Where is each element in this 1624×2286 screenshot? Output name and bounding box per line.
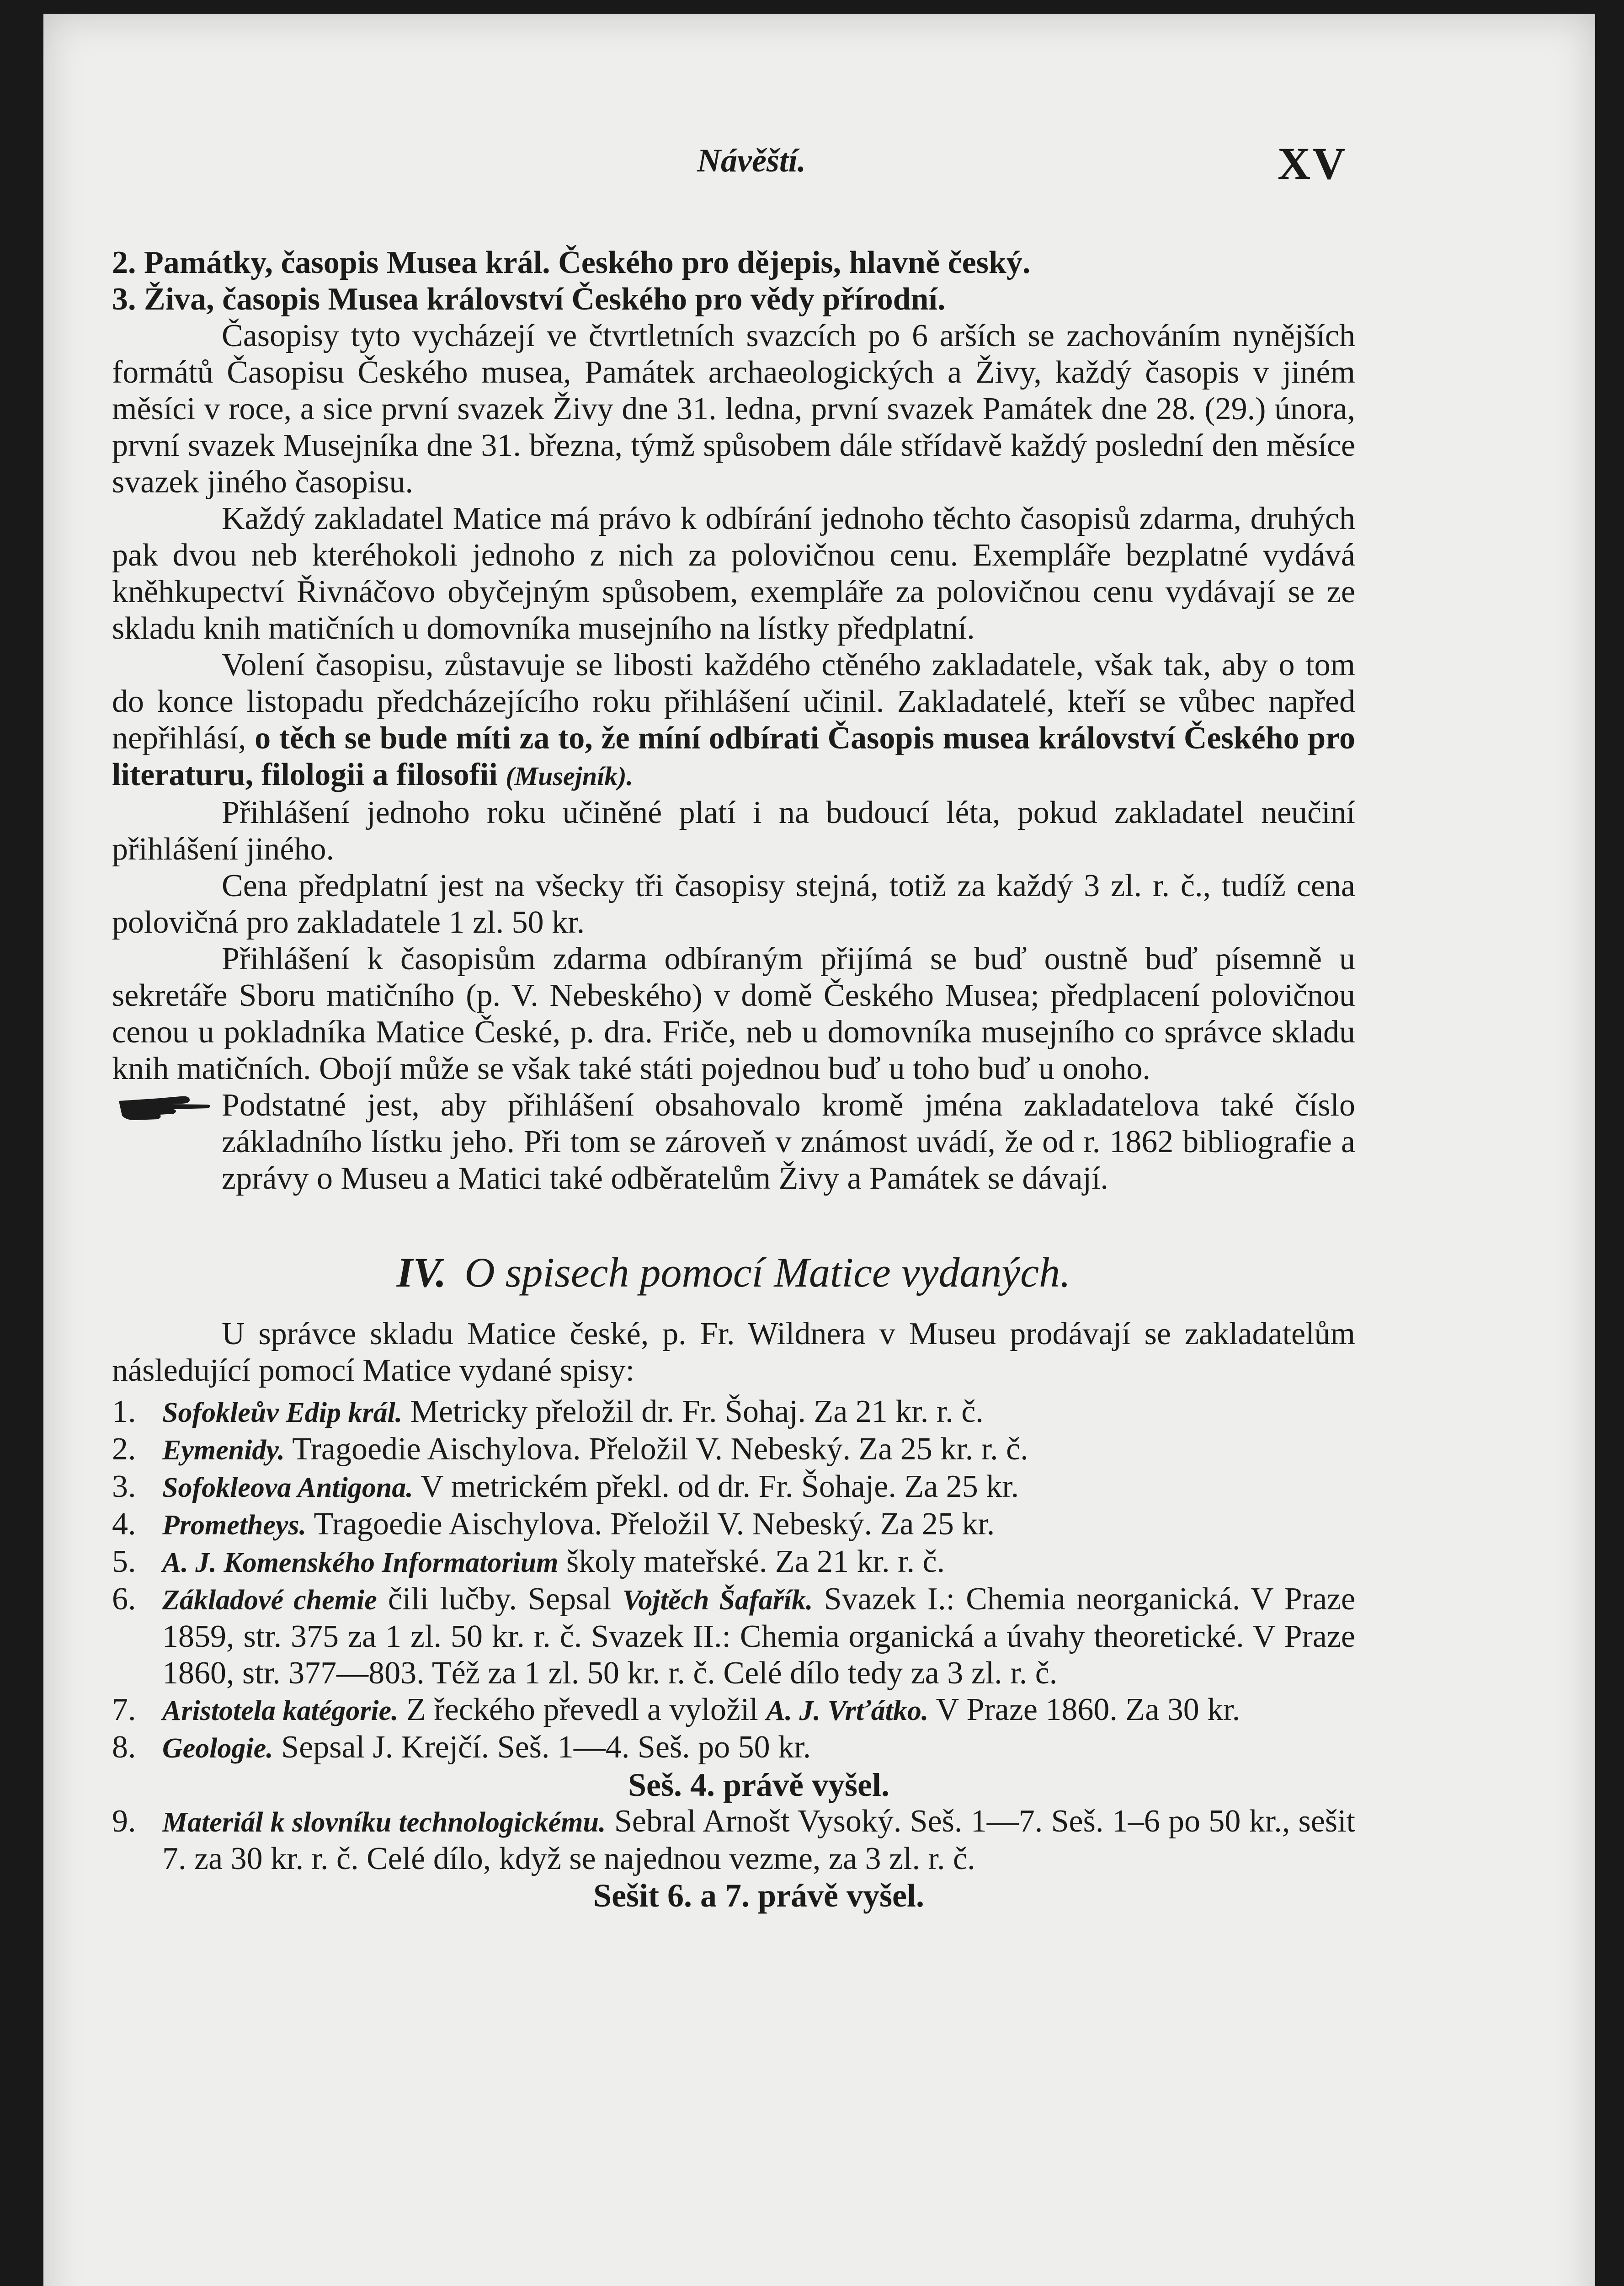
- item-body: [162, 1506, 1355, 1544]
- book-title: Geologie.: [162, 1733, 273, 1764]
- section-intro: U správce skladu Matice české, p. Fr. Wildnera v Museu prodávají se zakladatelům následující pomocí Matice vydané spisy:: [112, 1316, 1355, 1388]
- paragraph-founder-rights: Každý zakladatel Matice má právo k odbírání jednoho těchto časopisů zdarma, druhých pak dvou neb kteréhokoli jednoho z nich za polovičnou cenu. Exempláře bezplatné vydává kněhkupectví Řivnáčovo obyčejným spůsobem, exempláře za polovičnou cenu vydávají se ze skladu knih matičních u domovníka musejního na lístky předplatní.: [112, 501, 1355, 646]
- book-details: školy mateřské. Za 21 kr. r. č.: [566, 1544, 945, 1579]
- list-item: [112, 1394, 1355, 1431]
- choice-default-notice: o těch se bude míti za to, že míní odbírati Časopis musea království Českého pro literaturu, filologii a filosofii: [112, 721, 1355, 792]
- item-number: 5.: [112, 1544, 136, 1579]
- item-number: 6.: [112, 1581, 136, 1617]
- choice-text: Volení časopisu, zůstavuje se libosti každého ctěného zakladatele, však tak, aby o tom do konce listopadu předcházejícího roku přihlášení učinil. Zakladatelé, kteří se vůbec napřed nepřihlásí,: [112, 647, 1355, 756]
- book-details: Sebral Arnošt Vysoký. Seš. 1—7. Seš. 1–6 po 50 kr., sešit 7. za 30 kr. r. č. Celé dílo, když se najednou vezme, za 3 zl. r. č.: [162, 1804, 1356, 1876]
- book-author: Vojtěch Šafařík.: [622, 1585, 813, 1616]
- journal-item-2: 2. Památky, časopis Musea král. Českého pro dějepis, hlavně český.: [112, 245, 1031, 280]
- book-note: Sešit 6. a 7. právě vyšel.: [593, 1877, 924, 1914]
- book-title: Prometheys.: [162, 1510, 307, 1541]
- paragraph-subscription-price: Cena předplatní jest na všecky tři časopisy stejná, totiž za každý 3 zl. r. č., tudíž cena polovičná pro zakladatele 1 zl. 50 kr.: [112, 868, 1355, 940]
- item-body: [162, 1729, 1355, 1803]
- book-title: Eymenidy.: [162, 1435, 285, 1466]
- page-number: XV: [1278, 138, 1347, 189]
- running-title: Návěští.: [697, 142, 806, 179]
- pointing-hand-icon: [112, 1087, 222, 1124]
- choice-default-note: (Musejník).: [506, 761, 634, 791]
- book-title: Sofokleova Antigona.: [162, 1472, 413, 1503]
- book-details: Svazek I.: Chemia neorganická. V Praze 1859, str. 375 za 1 zl. 50 kr. r. č. Svazek II.: Chemia organická a úvahy theoretické. V Praze 1860, str. 377—803. Též za 1 zl. 50 kr. r. č. Celé dílo tedy za 3 zl. r. č.: [162, 1581, 1356, 1691]
- item-body: [162, 1431, 1355, 1469]
- item-number: 7.: [112, 1692, 136, 1727]
- item-body: [162, 1469, 1355, 1506]
- book-details: V metrickém překl. od dr. Fr. Šohaje. Za 25 kr.: [421, 1469, 1019, 1504]
- page-header: [43, 137, 1595, 197]
- paragraph-registration-procedure: Přihlášení k časopisům zdarma odbíraným přijímá se buď oustně buď písemně u sekretáře Sboru matičního (p. V. Nebeského) v domě Českého Musea; předplacení polovičnou cenou u pokladníka Matice České, p. dra. Friče, neb u domovníka musejního co správce skladu knih matičních. Obojí může se však také státi pojednou buď u toho buď u onoho.: [112, 941, 1355, 1086]
- book-list: [112, 1394, 1355, 1914]
- item-body: [162, 1692, 1355, 1729]
- paragraph-journal-choice: [112, 647, 1355, 795]
- book-details-lead: čili lučby. Sepsal: [388, 1581, 612, 1617]
- section-heading: [112, 1247, 1355, 1298]
- section-title: O spisech pomocí Matice vydaných.: [464, 1249, 1071, 1296]
- book-title: Aristotela katégorie.: [162, 1695, 399, 1726]
- item-number: 3.: [112, 1469, 136, 1504]
- paragraph-notice-text: Podstatné jest, aby přihlášení obsahovalo kromě jména zakladatelova také číslo základního lístku jeho. Při tom se zároveň v známost uvádí, že od r. 1862 bibliografie a zprávy o Museu a Matici také odběratelům Živy a Památek se dávají.: [222, 1088, 1355, 1196]
- list-item: [112, 1692, 1355, 1729]
- list-item: [112, 1544, 1355, 1581]
- list-item: [112, 1506, 1355, 1544]
- page-body: [112, 245, 1355, 1914]
- book-details: Tragoedie Aischylova. Přeložil V. Nebeský. Za 25 kr.: [314, 1506, 995, 1542]
- book-title: Základové chemie: [162, 1585, 377, 1616]
- book-details: Metricky přeložil dr. Fr. Šohaj. Za 21 kr. r. č.: [410, 1394, 984, 1429]
- list-item: [112, 1431, 1355, 1469]
- important-notice: [112, 1087, 1355, 1197]
- item-body: [162, 1394, 1355, 1431]
- list-item: [112, 1469, 1355, 1506]
- book-title: Materiál k slovníku technologickému.: [162, 1807, 606, 1838]
- journal-item-3: 3. Živa, časopis Musea království Českého pro vědy přírodní.: [112, 282, 946, 317]
- scanned-page: [43, 14, 1595, 2286]
- book-details: V Praze 1860. Za 30 kr.: [936, 1692, 1241, 1727]
- item-number: 9.: [112, 1804, 136, 1839]
- list-item: [112, 1729, 1355, 1803]
- book-details-lead: Z řeckého převedl a vyložil: [406, 1692, 758, 1727]
- list-item: [112, 1581, 1355, 1692]
- list-item: [112, 1803, 1355, 1914]
- item-number: 8.: [112, 1730, 136, 1765]
- item-number: 2.: [112, 1431, 136, 1467]
- item-body: [162, 1544, 1355, 1581]
- item-number: 1.: [112, 1394, 136, 1429]
- section-number: IV.: [396, 1249, 447, 1296]
- book-details: Sepsal J. Krejčí. Seš. 1—4. Seš. po 50 kr.: [281, 1730, 811, 1765]
- book-title: A. J. Komenského Informatorium: [162, 1547, 559, 1578]
- item-body: [162, 1803, 1355, 1914]
- book-author: A. J. Vrťátko.: [766, 1695, 929, 1726]
- book-details: Tragoedie Aischylova. Přeložil V. Nebeský. Za 25 kr. r. č.: [292, 1431, 1028, 1467]
- book-note: Seš. 4. právě vyšel.: [628, 1767, 889, 1803]
- book-title: Sofokleův Edip král.: [162, 1397, 403, 1428]
- paragraph-registration-validity: Přihlášení jednoho roku učiněné platí i na budoucí léta, pokud zakladatel neučiní přihlášení jiného.: [112, 795, 1355, 867]
- paragraph-issue-schedule: Časopisy tyto vycházejí ve čtvrtletních svazcích po 6 arších se zachováním nynějších formátů Časopisu Českého musea, Památek archaeologických a Živy, každý časopis v jiném měsíci v roce, a sice první svazek Živy dne 31. ledna, první svazek Památek dne 28. (29.) února, první svazek Musejníka dne 31. března, týmž spůsobem dále střídavě každý poslední den měsíce svazek jiného časopisu.: [112, 318, 1355, 500]
- item-number: 4.: [112, 1506, 136, 1542]
- item-body: [162, 1581, 1355, 1692]
